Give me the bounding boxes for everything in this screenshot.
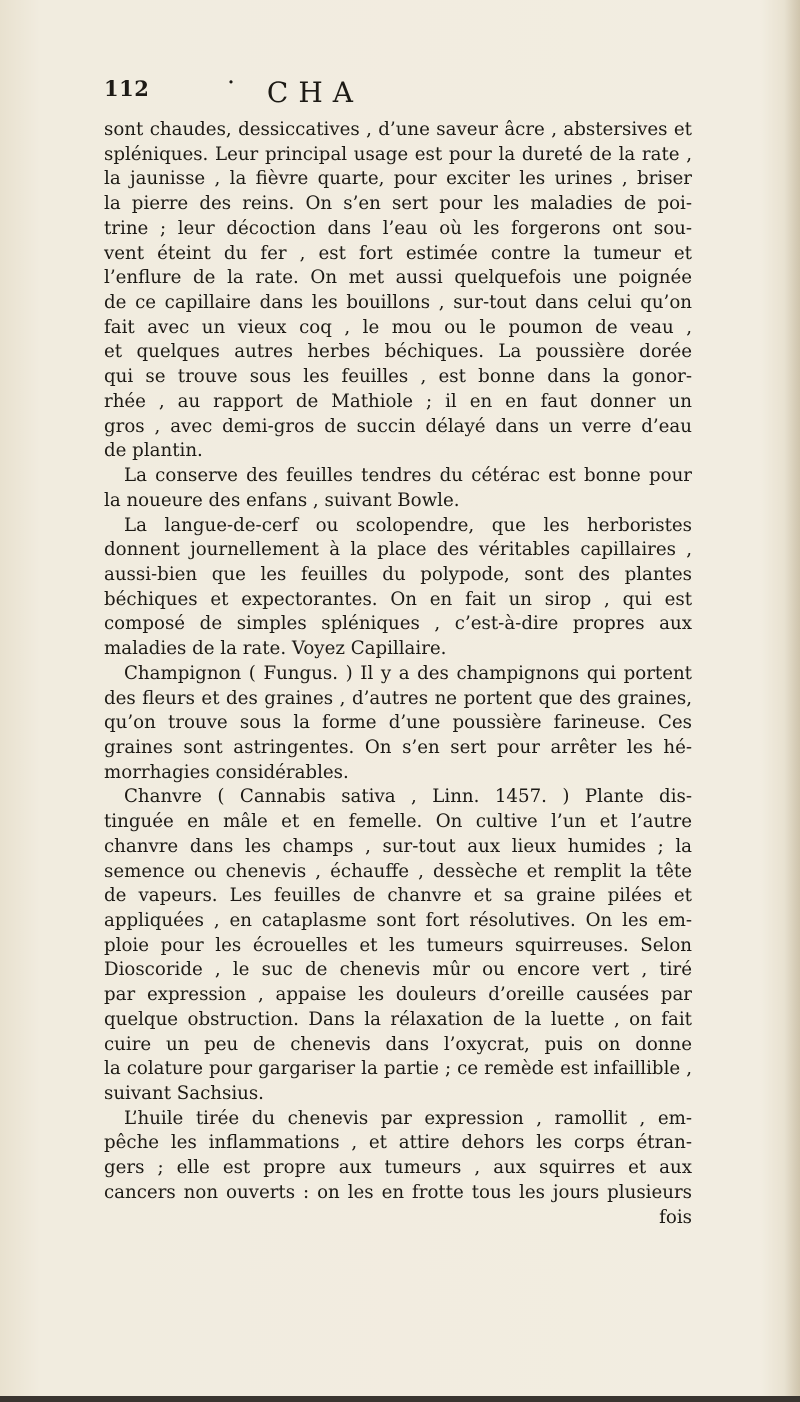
text-line: gers ; elle est propre aux tumeurs , aux squirres et aux — [104, 1157, 692, 1179]
text-line: béchiques et expectorantes. On en fait un sirop , qui est — [104, 588, 692, 610]
text-line: aussi-bien que les feuilles du polypode, sont des plantes — [104, 563, 692, 585]
text-line: maladies de la rate. Voyez Capillaire. — [104, 638, 447, 660]
text-line: Dioscoride , le suc de chenevis mûr ou encore vert , tiré — [104, 959, 692, 981]
text-line: des fleurs et des graines , d’autres ne portent que des graines, — [104, 687, 692, 709]
page-header — [104, 76, 704, 116]
text-line: suivant Sachsius. — [104, 1083, 264, 1105]
text-line: la colature pour gargariser la partie ; ce remède est infaillible , — [104, 1058, 692, 1080]
text-line: composé de simples spléniques , c’est-à-dire propres aux — [104, 613, 692, 635]
text-line: La conserve des feuilles tendres du cétérac est bonne pour — [124, 465, 692, 487]
text-line: de vapeurs. Les feuilles de chanvre et sa graine pilées et — [104, 885, 692, 907]
catchword: fois — [659, 1206, 692, 1228]
text-line: de ce capillaire dans les bouillons , sur-tout dans celui qu’on — [104, 292, 692, 314]
text-line: Champignon ( Fungus. ) Il y a des champignons qui portent — [124, 662, 692, 684]
text-line: semence ou chenevis , échauffe , dessèche et remplit la tête — [104, 860, 692, 882]
text-line: La langue-de-cerf ou scolopendre, que les herboristes — [124, 514, 692, 536]
text-line: gros , avec demi-gros de succin délayé dans un verre d’eau — [104, 415, 692, 437]
page-edge-shadow — [784, 0, 800, 1402]
text-line: de plantin. — [104, 440, 203, 462]
text-line: tinguée en mâle et en femelle. On cultive l’un et l’autre — [104, 811, 692, 833]
body-text — [104, 118, 692, 1230]
text-line: L’huile tirée du chenevis par expression , ramollit , em- — [124, 1107, 692, 1129]
text-line: ploie pour les écrouelles et les tumeurs squirreuses. Selon — [104, 934, 692, 956]
text-line: graines sont astringentes. On s’en sert pour arrêter les hé- — [104, 736, 692, 758]
text-line: appliquées , en cataplasme sont fort résolutives. On les em- — [104, 910, 692, 931]
running-head: ˙ CHA — [224, 76, 363, 109]
text-line: la noueure des enfans , suivant Bowle. — [104, 489, 460, 511]
text-line: morrhagies considérables. — [104, 761, 349, 783]
text-line: rhée , au rapport de Mathiole ; il en en faut donner un — [104, 390, 692, 412]
text-line: cancers non ouverts : on les en frotte tous les jours plusieurs — [104, 1181, 692, 1203]
text-line: la pierre des reins. On s’en sert pour les maladies de poi- — [104, 193, 692, 215]
bottom-scan-edge — [0, 1396, 800, 1402]
text-line: qui se trouve sous les feuilles , est bonne dans la gonor- — [104, 366, 692, 388]
text-line: pêche les inflammations , et attire dehors les corps étran- — [104, 1132, 692, 1154]
text-line: l’enflure de la rate. On met aussi quelquefois une poignée — [104, 267, 692, 289]
text-line: fait avec un vieux coq , le mou ou le poumon de veau , — [104, 316, 692, 338]
text-line: chanvre dans les champs , sur-tout aux lieux humides ; la — [104, 835, 692, 857]
text-line: spléniques. Leur principal usage est pour la dureté de la rate , — [104, 143, 692, 165]
text-line: qu’on trouve sous la forme d’une poussière farineuse. Ces — [104, 712, 692, 734]
text-line: donnent journellement à la place des véritables capillaires , — [104, 539, 692, 561]
text-line: la jaunisse , la fièvre quarte, pour exciter les urines , briser — [104, 168, 692, 190]
text-line: trine ; leur décoction dans l’eau où les forgerons ont sou- — [104, 217, 692, 239]
text-line: et quelques autres herbes béchiques. La poussière dorée — [104, 341, 692, 363]
text-line: Chanvre ( Cannabis sativa , Linn. 1457. ) Plante dis- — [124, 786, 692, 808]
text-line: sont chaudes, dessiccatives , d’une saveur âcre , abstersives et — [104, 119, 692, 140]
text-line: vent éteint du fer , est fort estimée contre la tumeur et — [104, 242, 692, 264]
page-number: 112 — [104, 76, 150, 101]
text-line: par expression , appaise les douleurs d’oreille causées par — [104, 984, 692, 1006]
text-line: quelque obstruction. Dans la rélaxation de la luette , on fait — [104, 1008, 692, 1030]
text-line: cuire un peu de chenevis dans l’oxycrat, puis on donne — [104, 1033, 692, 1055]
